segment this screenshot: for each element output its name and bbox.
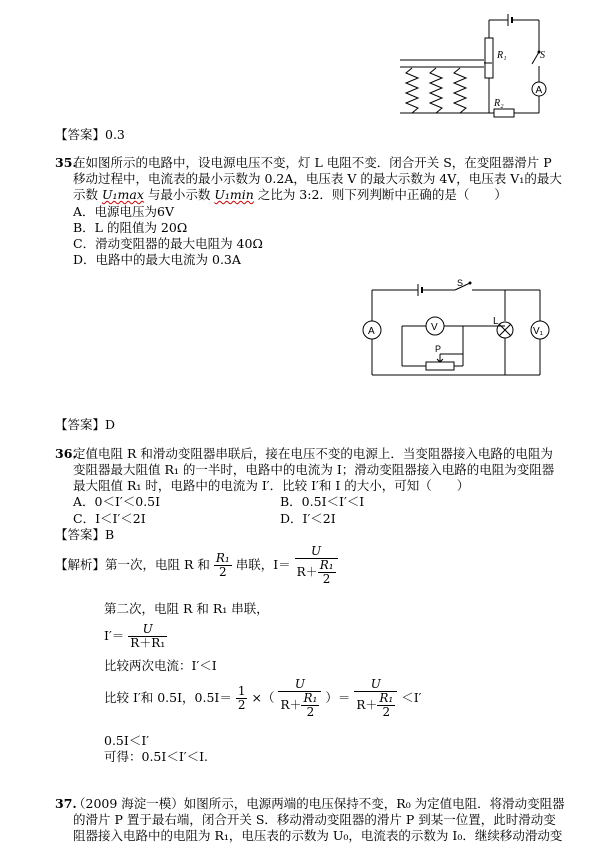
fig2-voltmeter1-label: V₁ [533, 326, 544, 337]
answer-34: 【答案】0.3 [55, 127, 125, 142]
q37-line1: （2009 海淀一模）如图所示，电源两端的电压保持不变，R₀ 为定值电阻．将滑动变阻器 [73, 796, 565, 811]
q36-line3: 最大阻值 R₁ 时，电路中的电流为 I′．比较 I′和 I 的大小，可知（ ） [73, 478, 470, 493]
q36-explanation-line2: 第二次，电阻 R 和 R₁ 串联， [104, 601, 269, 616]
q36-explanation-line7: 可得：0.5I＜I′＜I. [104, 749, 209, 764]
answer-36: 【答案】B [55, 527, 115, 542]
q36-explanation-line5: 比较 I′和 0.5I，0.5I＝ $\frac{1}{2}$ ×（ U R＋ $\frac{\text{R₁}}{2}$ ）＝ U R＋ $\frac{\text{R₁}}{2}$ ＜I′ [104, 677, 422, 719]
r1-label: R₁ [497, 50, 507, 61]
q36-option-b: B．0.5I＜I′＜I [280, 494, 365, 509]
switch-label: S [540, 50, 545, 61]
q36-line2: 变阻器最大阻值 R₁ 的一半时，电路中的电流为 I；滑动变阻器接入电路的电阻为变阻器 [73, 462, 555, 477]
circuit-figure-1 [392, 8, 552, 126]
fig2-switch-label: S [457, 278, 464, 288]
q36-option-c: C．I＜I′＜2I [73, 511, 146, 526]
q35-option-a: A．电源电压为6V [73, 204, 175, 219]
q37-line3: 阻器接入电路中的电阻为 R₁，电压表的示数为 U₀，电流表的示数为 I₀．继续移动滑动变 [73, 828, 563, 843]
fig2-voltmeter-label: V [431, 322, 438, 333]
q35-line2: 移动过程中，电流表的最小示数为 0.2A，电压表 V 的最大示数为 4V，电压表 V₁的最大 [73, 171, 562, 186]
q35-line3: 示数 U₁max 与最小示数 U₁min 之比为 3:2．则下列判断中正确的是（ ） [73, 187, 507, 202]
q36-option-a: A．0＜I′＜0.5I [73, 494, 161, 509]
q36-explanation-line1: 【解析】第一次，电阻 R 和 $\frac{\text{R₁}}{2}$ 串联，I＝ U R＋ $\frac{\text{R₁}}{2}$ [55, 545, 338, 589]
fig2-slider-label: P [435, 344, 442, 354]
ammeter-label: A [535, 85, 543, 96]
q36-option-d: D．I′＜2I [280, 511, 336, 526]
q37-number: 37. [55, 796, 77, 811]
answer-35: 【答案】D [55, 417, 116, 432]
q36-line1: 定值电阻 R 和滑动变阻器串联后，接在电压不变的电源上．当变阻器接入电路的电阻为 [73, 446, 553, 461]
q36-explanation-line3: I′＝ $\frac{U}{\text{R＋R₁}}$ [104, 622, 166, 650]
q35-option-c: C．滑动变阻器的最大电阻为 40Ω [73, 236, 263, 251]
fig2-ammeter-label: A [368, 326, 375, 337]
fig2-lamp-label: L [493, 316, 499, 327]
q35-option-d: D．电路中的最大电流为 0.3A [73, 252, 241, 267]
q35-line1: 在如图所示的电路中，设电源电压不变，灯 L 电阻不变．闭合开关 S，在变阻器滑片 P [73, 155, 552, 170]
q36-number: 36. [55, 446, 77, 461]
q35-number: 35. [55, 155, 77, 170]
r2-label: R₂ [494, 98, 504, 109]
q35-option-b: B．L 的阻值为 20Ω [73, 220, 188, 235]
q36-explanation-line4: 比较两次电流：I′＜I [104, 658, 217, 673]
q36-explanation-line6: 0.5I＜I′ [104, 733, 150, 748]
q37-line2: 的滑片 P 置于最右端，闭合开关 S．移动滑动变阻器的滑片 P 到某一位置，此时滑动变 [73, 812, 556, 827]
circuit-figure-2 [360, 278, 555, 383]
